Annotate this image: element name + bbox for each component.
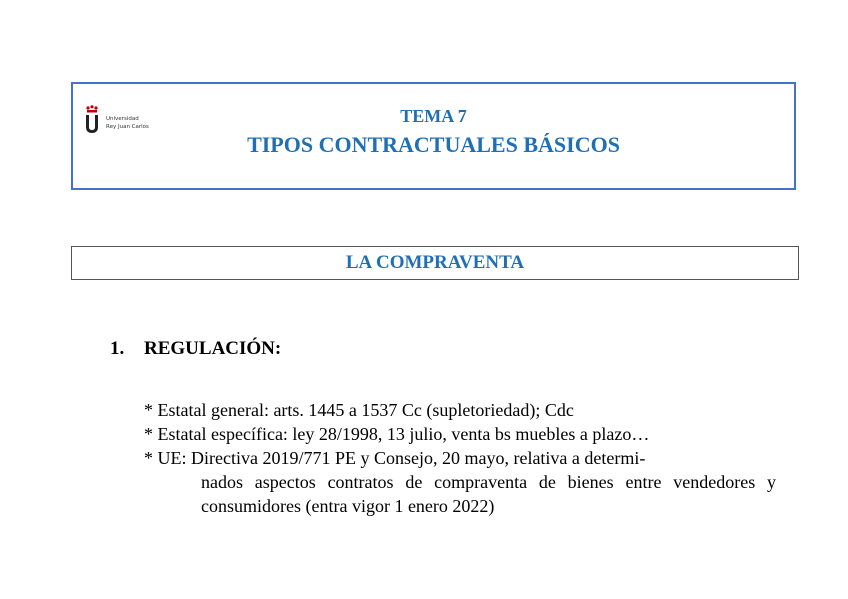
tema-label: TEMA 7 xyxy=(400,106,467,126)
heading-number: 1. xyxy=(110,338,125,359)
list-item-text: * UE: Directiva 2019/771 PE y Consejo, 20 mayo, relativa a determi- xyxy=(144,448,646,468)
list-item-text: * Estatal específica: ley 28/1998, 13 julio, venta bs muebles a plazo… xyxy=(144,424,650,444)
regulation-list xyxy=(144,398,776,518)
logo-line-1: Universidad xyxy=(106,116,139,122)
logo-line-2: Rey Juan Carlos xyxy=(106,123,149,130)
list-item xyxy=(144,446,776,518)
list-item xyxy=(144,398,776,422)
list-item xyxy=(144,422,776,446)
list-item-text: * Estatal general: arts. 1445 a 1537 Cc (supletoriedad); Cdc xyxy=(144,400,574,420)
heading-text: REGULACIÓN: xyxy=(144,338,282,359)
header-box xyxy=(71,82,796,190)
page-title: TIPOS CONTRACTUALES BÁSICOS xyxy=(247,132,620,157)
list-item-continuation: nados aspectos contratos de compraventa de bienes entre vendedores y consumidores (entra vigor 1 enero 2022) xyxy=(201,472,776,516)
section-heading xyxy=(110,338,281,360)
section-title: LA COMPRAVENTA xyxy=(71,246,799,280)
